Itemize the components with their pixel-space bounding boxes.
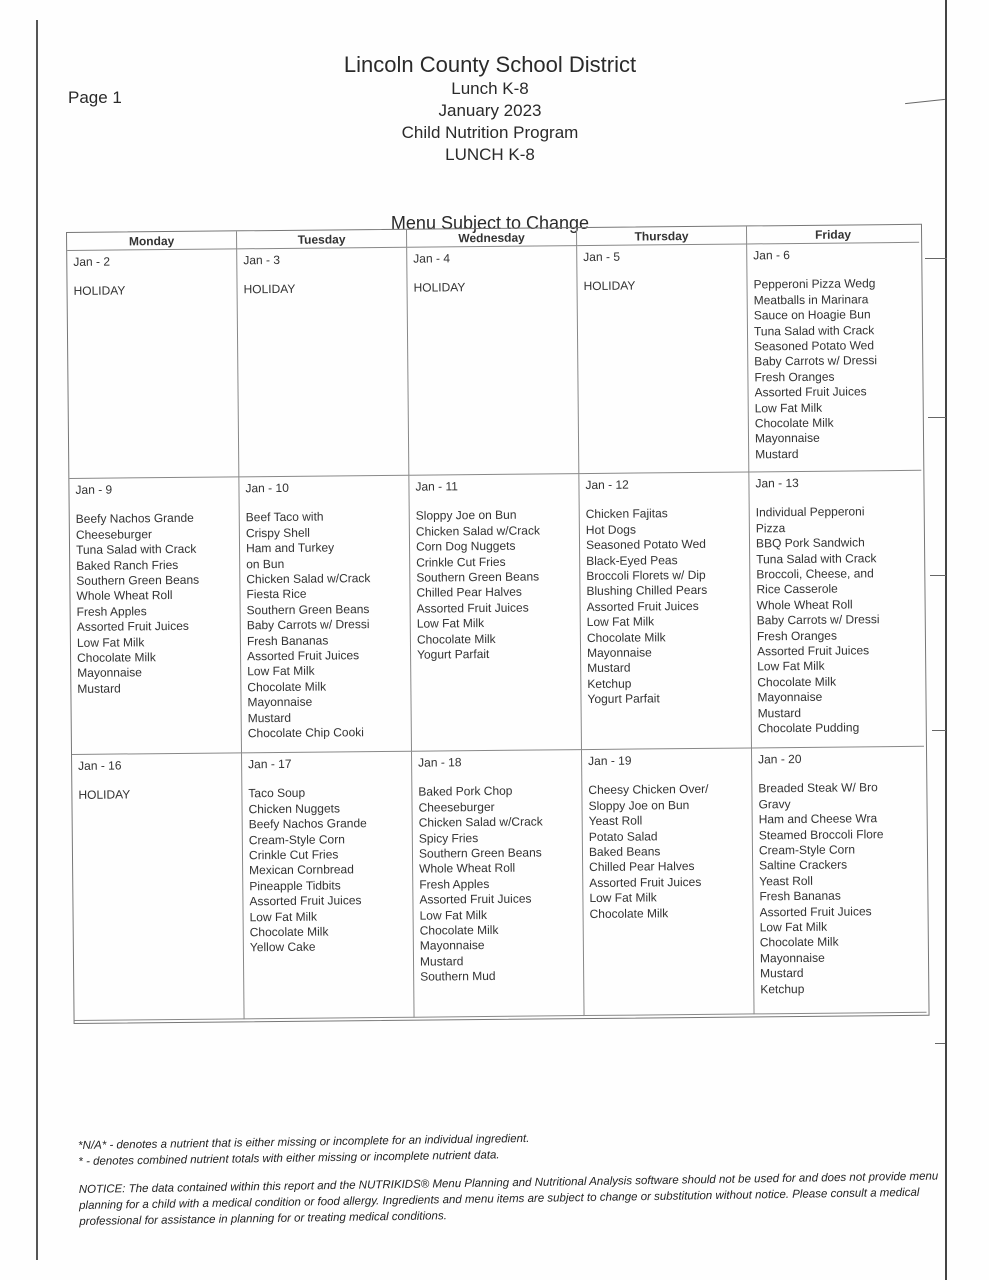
menu-item: Southern Green Beans (418, 845, 542, 861)
menu-item: Assorted Fruit Juices (416, 600, 529, 616)
menu-item: Baked Pork Chop (418, 784, 513, 800)
menu-item: Mayonnaise (757, 690, 823, 705)
day-header-wednesday: Wednesday (407, 228, 577, 248)
day-cell (237, 248, 409, 478)
menu-item: Cream-Style Corn (248, 831, 345, 847)
menu-item: Pineapple Tidbits (249, 878, 341, 894)
district-title: Lincoln County School District (343, 52, 637, 77)
menu-item: Mayonnaise (77, 665, 143, 681)
program-name-line: Child Nutrition Program (401, 123, 579, 142)
menu-item: Cheeseburger (75, 527, 153, 542)
menu-item: Seasoned Potato Wed (585, 537, 706, 553)
menu-item: Mustard (247, 710, 292, 725)
day-cell (239, 476, 412, 754)
menu-item: Mustard (77, 681, 121, 696)
day-header-friday: Friday (747, 225, 919, 245)
menu-item: Sloppy Joe on Bun (588, 797, 690, 813)
menu-item: Low Fat Milk (759, 919, 828, 935)
scan-mark (928, 417, 946, 418)
menu-item: on Bun (246, 556, 285, 571)
day-cell (69, 477, 242, 755)
scan-mark (925, 258, 947, 259)
day-cell (747, 243, 921, 473)
menu-item: BBQ Pork Sandwich (755, 535, 865, 551)
menu-item: Chocolate Milk (754, 415, 834, 431)
notice-text: NOTICE: The data contained within this report and the NUTRIKIDS® Menu Planning and Nutritional Analysis software should not be used for and does not provide menu planning for a child with a medical condition or food allergy. Ingredients and menu items are subject to change or substitution without notice. Please consult a medical professional for assistance in planning for or treating medical conditions. (78, 1170, 939, 1228)
menu-item: Mayonnaise (754, 431, 820, 446)
menu-item: Mustard (760, 966, 804, 981)
menu-item: Tuna Salad with Crack (756, 550, 877, 567)
menu-item: Whole Wheat Roll (419, 861, 516, 877)
menu-item: Low Fat Milk (586, 614, 655, 630)
menu-item: Fresh Bananas (246, 633, 329, 648)
menu-item: Blushing Chilled Pears (586, 583, 708, 599)
menu-item: Assorted Fruit Juices (586, 598, 699, 614)
menu-item: Pepperoni Pizza Wedg (753, 276, 876, 292)
menu-item: Low Fat Milk (249, 909, 318, 924)
day-cell (577, 244, 749, 474)
scan-edge-left (36, 20, 38, 1260)
menu-item: Yellow Cake (249, 940, 316, 955)
menu-item: Baked Ranch Fries (76, 557, 179, 573)
menu-item: Mustard (419, 954, 464, 969)
menu-item: Southern Green Beans (246, 601, 370, 618)
menu-item: Yeast Roll (759, 873, 813, 889)
menu-item: Crinkle Cut Fries (416, 554, 506, 570)
day-date: Jan - 16 (78, 758, 122, 773)
day-date: Jan - 18 (418, 755, 462, 770)
menu-item: Pizza (755, 520, 786, 536)
menu-item: Chocolate Chip Cooki (247, 725, 364, 741)
day-cell (72, 753, 245, 1021)
menu-item: Black-Eyed Peas (586, 552, 678, 568)
menu-item: Broccoli Florets w/ Dip (586, 567, 706, 584)
menu-item: Breaded Steak W/ Bro (758, 780, 878, 796)
menu-item: HOLIDAY (243, 282, 296, 297)
day-cell (409, 474, 582, 752)
day-date: Jan - 10 (245, 480, 289, 496)
menu-item: Ham and Cheese Wra (758, 811, 878, 827)
menu-item: Crispy Shell (245, 525, 310, 541)
menu-item: Chocolate Milk (589, 905, 669, 921)
menu-item: Baby Carrots w/ Dressi (246, 617, 370, 633)
menu-item: Chicken Salad w/Crack (418, 814, 543, 830)
menu-item: Low Fat Milk (419, 907, 487, 923)
star-note: * - denotes combined nutrient totals with either missing or incomplete nutrient data. (78, 1149, 500, 1168)
menu-item: Fresh Apples (76, 604, 147, 619)
day-cell (752, 747, 927, 1015)
menu-item: HOLIDAY (583, 278, 636, 294)
day-date: Jan - 11 (415, 479, 458, 494)
menu-item: Low Fat Milk (757, 659, 825, 674)
day-date: Jan - 5 (583, 249, 621, 265)
menu-item: Mustard (587, 661, 631, 676)
menu-item: Low Fat Milk (754, 400, 823, 416)
menu-item: Chocolate Milk (759, 935, 839, 950)
scan-mark (935, 1043, 945, 1044)
menu-item: Baked Beans (588, 844, 661, 860)
menu-item: Fresh Bananas (759, 888, 841, 904)
menu-item: Assorted Fruit Juices (759, 903, 872, 920)
day-date: Jan - 19 (588, 753, 632, 769)
menu-item: Assorted Fruit Juices (419, 891, 532, 907)
day-cell (749, 471, 924, 749)
day-date: Jan - 6 (753, 248, 791, 263)
menu-item: Mexican Cornbread (249, 862, 354, 878)
scan-edge-right (945, 0, 947, 1280)
menu-item: Low Fat Milk (416, 616, 485, 631)
menu-item: Assorted Fruit Juices (754, 384, 867, 400)
menu-calendar-table (66, 224, 930, 1024)
menu-item: Mustard (755, 446, 799, 462)
menu-item: Beefy Nachos Grande (75, 511, 194, 527)
menu-item: Mustard (757, 705, 802, 721)
menu-item: Gravy (758, 796, 791, 812)
menu-item: Chocolate Milk (77, 650, 156, 665)
menu-item: Potato Salad (588, 828, 658, 844)
menu-item: Low Fat Milk (589, 890, 657, 906)
menu-item: Chocolate Milk (419, 922, 499, 938)
menu-item: Chicken Salad w/Crack (415, 523, 541, 539)
page-number: Page 1 (68, 88, 122, 107)
day-date: Jan - 20 (758, 751, 802, 767)
menu-item: Whole Wheat Roll (76, 588, 173, 604)
menu-item: Chilled Pear Halves (416, 585, 522, 601)
menu-item: Fresh Apples (419, 876, 490, 892)
month-line: January 2023 (438, 101, 542, 120)
day-cell (407, 246, 579, 476)
menu-item: Assorted Fruit Juices (589, 874, 702, 890)
menu-item: Ketchup (587, 676, 632, 691)
menu-item: Assorted Fruit Juices (247, 648, 360, 664)
menu-item: Beef Taco with (245, 509, 324, 525)
menu-item: Low Fat Milk (247, 664, 315, 679)
day-cell (242, 752, 415, 1020)
menu-item: Tuna Salad with Crack (75, 541, 197, 558)
menu-item: Steamed Broccoli Flore (758, 826, 884, 843)
menu-item: Southern Green Beans (416, 569, 540, 585)
menu-item: Mayonnaise (419, 938, 485, 954)
document-header (280, 52, 700, 166)
menu-item: Fiesta Rice (246, 587, 307, 602)
menu-disclaimer: Menu Subject to Change (390, 213, 590, 233)
day-header-monday: Monday (67, 231, 237, 251)
menu-item: Yeast Roll (588, 813, 643, 829)
menu-item: Fresh Oranges (754, 369, 835, 385)
menu-item: Chocolate Milk (586, 629, 666, 645)
menu-item: Chocolate Milk (247, 679, 327, 695)
menu-item: Chocolate Milk (249, 924, 329, 940)
menu-item: Cream-Style Corn (758, 842, 856, 858)
day-date: Jan - 9 (75, 482, 113, 497)
menu-item: Baby Carrots w/ Dressi (754, 353, 878, 369)
menu-item: Mayonnaise (759, 950, 825, 966)
menu-item: Broccoli, Cheese, and (756, 566, 874, 582)
menu-item: HOLIDAY (78, 787, 131, 803)
menu-item: Chicken Salad w/Crack (246, 571, 371, 587)
menu-item: Baby Carrots w/ Dressi (756, 612, 880, 628)
footer-notes (78, 1124, 939, 1229)
menu-type-line: LUNCH K-8 (445, 145, 535, 164)
day-date: Jan - 12 (585, 477, 629, 493)
menu-item: Crinkle Cut Fries (248, 847, 339, 863)
menu-item: Assorted Fruit Juices (756, 643, 870, 659)
menu-item: Corn Dog Nuggets (415, 538, 516, 554)
na-note: *N/A* - denotes a nutrient that is either missing or incomplete for an individual ingredient. (78, 1132, 530, 1152)
menu-item: Cheeseburger (418, 799, 495, 815)
menu-item: Southern Green Beans (76, 572, 200, 588)
day-date: Jan - 4 (413, 251, 451, 266)
menu-item: Southern Mud (420, 969, 496, 984)
menu-item: Saltine Crackers (759, 857, 848, 873)
menu-item: Chocolate Milk (757, 674, 837, 690)
day-header-tuesday: Tuesday (237, 230, 407, 250)
day-cell (579, 472, 752, 750)
day-date: Jan - 2 (73, 254, 111, 269)
menu-item: Mayonnaise (247, 694, 313, 710)
menu-item: Yogurt Parfait (417, 647, 490, 662)
menu-item: Beefy Nachos Grande (248, 816, 367, 832)
menu-item: Meatballs in Marinara (753, 292, 869, 308)
menu-item: Taco Soup (248, 786, 306, 801)
menu-item: Whole Wheat Roll (756, 597, 853, 613)
menu-item: Chocolate Pudding (757, 720, 860, 736)
menu-item: Chilled Pear Halves (589, 859, 695, 875)
menu-item: Cheesy Chicken Over/ (588, 782, 709, 798)
menu-item: Hot Dogs (585, 522, 636, 537)
menu-item: Spicy Fries (418, 830, 479, 846)
day-cell (412, 750, 585, 1018)
scan-mark (932, 730, 946, 731)
day-date: Jan - 13 (755, 475, 799, 491)
menu-item: Yogurt Parfait (587, 691, 660, 707)
program-line: Lunch K-8 (451, 79, 529, 98)
menu-item: Tuna Salad with Crack (753, 322, 875, 339)
menu-item: Individual Pepperoni (755, 504, 865, 520)
day-header-thursday: Thursday (577, 226, 747, 246)
menu-item: HOLIDAY (73, 283, 126, 299)
menu-item: HOLIDAY (413, 280, 466, 296)
menu-item: Sauce on Hoagie Bun (753, 307, 871, 323)
menu-item: Seasoned Potato Wed (754, 338, 875, 354)
menu-item: Ham and Turkey (245, 540, 335, 556)
day-date: Jan - 17 (248, 756, 292, 772)
menu-item: Fresh Oranges (756, 628, 838, 644)
menu-item: Low Fat Milk (76, 634, 145, 650)
scan-mark (905, 99, 945, 104)
day-cell (582, 748, 755, 1016)
menu-item: Chocolate Milk (416, 631, 496, 647)
menu-item: Assorted Fruit Juices (76, 619, 189, 635)
day-cell (67, 249, 239, 479)
menu-item: Assorted Fruit Juices (249, 893, 362, 909)
menu-item: Mayonnaise (586, 645, 652, 661)
day-date: Jan - 3 (243, 252, 281, 268)
menu-item: Chicken Fajitas (585, 506, 668, 522)
scan-mark (930, 575, 946, 576)
menu-item: Rice Casserole (756, 582, 838, 597)
menu-item: Ketchup (760, 981, 805, 997)
menu-item: Sloppy Joe on Bun (415, 508, 517, 524)
menu-item: Chicken Nuggets (248, 801, 341, 817)
